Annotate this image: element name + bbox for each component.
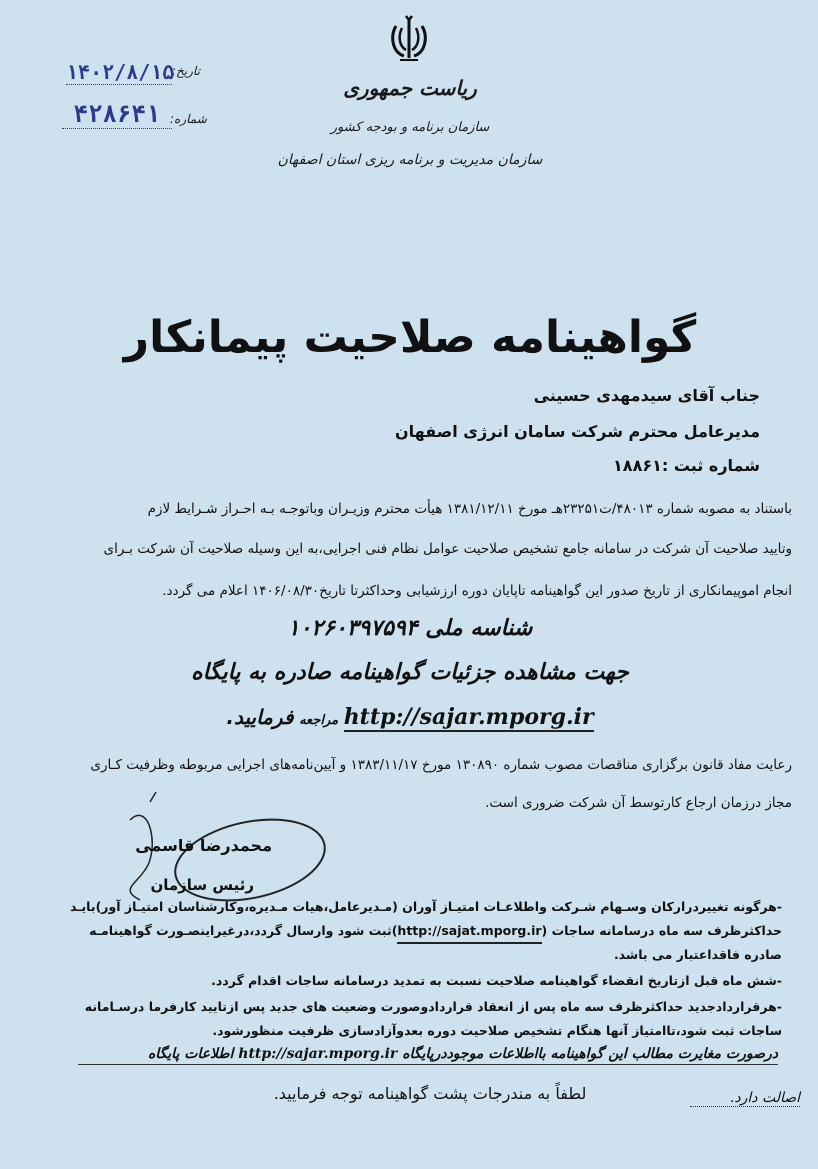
page-title: گواهینامه صلاحیت پیمانکار — [123, 312, 697, 363]
org-line-budget: سازمان برنامه و بودجه کشور — [330, 120, 490, 135]
authenticity-stamp: اصالت دارد. — [690, 1090, 800, 1107]
addressee-name: جناب آقای سیدمهدی حسینی — [533, 386, 760, 405]
portal-link[interactable]: http://sajar.mporg.ir — [343, 704, 594, 730]
number-label: شماره: — [170, 112, 207, 126]
addressee-company: مدیرعامل محترم شرکت سامان انرژی اصفهان — [395, 422, 760, 441]
org-line-provincial: سازمان مدیریت و برنامه ریزی استان اصفهان — [277, 152, 543, 168]
registration-number: شماره ثبت :۱۸۸۶۱ — [613, 456, 760, 475]
note-3-line-2: ساجات ثبت شود،تاامتیاز آنها هنگام تشخیص صلاحیت دوره بعدوآزادسازی ظرفیت منظورشود. — [212, 1023, 782, 1038]
back-note: لطفاً به مندرجات پشت گواهینامه توجه فرمایید. — [273, 1084, 587, 1103]
date-label: تاریخ: — [172, 64, 200, 78]
signatory-name: محمدرضا قاسمی — [135, 836, 272, 855]
note-1-line-2 — [22, 920, 782, 944]
body-line-1: باستناد به مصوبه شماره ۴۸۰۱۳/ت۲۳۲۵۱هـ مورخ ۱۳۸۱/۱۲/۱۱ هیأت محترم وزیـران وباتوجـه بـه احـراز شـرایط لازم — [147, 501, 792, 517]
note-1-line-1: -هرگونه تغییردرارکان وسـهام شـرکت واطلاعـات امتیـاز آوران (مـدیرعامل،هیات مـدیره،وکارشناسان امتیـاز آور)بایـد — [70, 899, 782, 914]
sajar-link-note[interactable]: http://sajar.mporg.ir — [238, 1046, 398, 1062]
note-1-line-3: صادره فاقداعتبار می باشد. — [613, 947, 782, 962]
portal-link-suffix-small: مراجعه — [299, 713, 339, 728]
number-value: ۴۲۸۶۴۱ — [62, 100, 172, 129]
tender-law-line-1: رعایت مفاد قانون برگزاری مناقصات مصوب شماره ۱۳۰۸۹۰ مورخ ۱۳۸۳/۱۱/۱۷ و آیین‌نامه‌های اجرایی مربوطه وظرفیت کـاری — [90, 757, 792, 773]
note-3-line-1: -هرقراردادجدید حداکثرظرف سه ماه پس از انعقاد قراردادوصورت وضعیت های جدید پس ازتایید کارفرما درسـامانه — [84, 999, 782, 1014]
note-4-text-a: درصورت مغایرت مطالب این گواهینامه بااطلاعات موجوددرپایگاه — [402, 1046, 778, 1062]
org-line-presidency: ریاست جمهوری — [343, 76, 477, 100]
portal-link-row — [150, 704, 670, 732]
date-value: ۱۴۰۲/۸/۱۵ — [66, 60, 175, 84]
body-line-2: وتایید صلاحیت آن شرکت در سامانه جامع تشخیص صلاحیت عوامل نظام فنی اجرایی،به این وسیله صلاحیت آن شرکت بـرای — [103, 541, 792, 557]
tender-law-line-2: مجاز درزمان ارجاع کارتوسط آن شرکت ضروری است. — [485, 795, 792, 811]
signatory-role: رئیس سازمان — [150, 876, 254, 894]
note-2: -شش ماه قبل ازتاریخ انقضاء گواهینامه صلاحیت نسبت به تمدید درسامانه ساجات اقدام گردد. — [211, 973, 782, 988]
national-id: شناسه ملی ۱۰۲۶۰۳۹۷۵۹۴ — [287, 616, 533, 641]
body-line-3: انجام اموپیمانکاری از تاریخ صدور این گواهینامه تاپایان دوره ارزشیابی وحداکثرتا تاریخ۱۴۰۶/۰۸/۳۰ اعلام می گردد. — [162, 583, 792, 599]
note-4 — [78, 1046, 778, 1065]
note-1-text-a: حداکثرظرف سه ماه درسامانه ساجات ( — [541, 923, 782, 938]
note-4-text-b: اطلاعات پایگاه — [147, 1046, 234, 1062]
sajat-link[interactable]: http://sajat.mporg.ir — [397, 920, 541, 944]
portal-link-suffix: فرمایید. — [226, 705, 294, 729]
portal-instruction: جهت مشاهده جزئیات گواهینامه صادره به پایگاه — [191, 660, 629, 685]
iran-emblem-icon — [386, 14, 432, 64]
note-1-text-b: )ثبت شود وارسال گردد،درغیراینصـورت گواهینامـه — [89, 923, 398, 938]
